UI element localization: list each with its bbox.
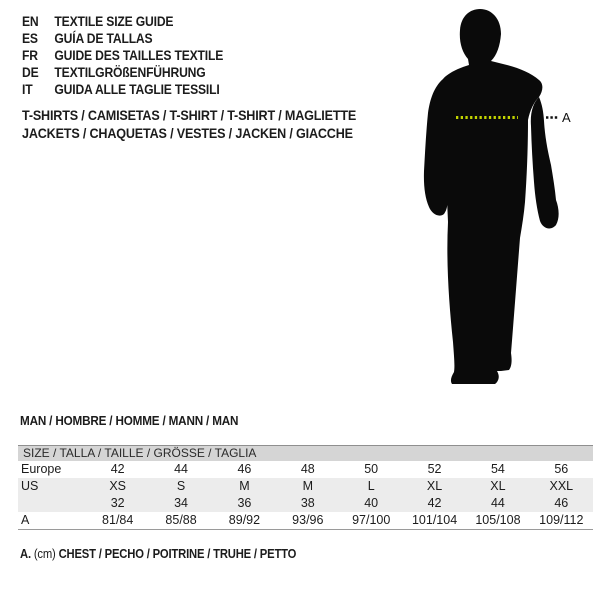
size-cell: 40 <box>364 496 379 510</box>
measure-label-a: A <box>562 110 571 125</box>
size-cell: 89/92 <box>228 513 261 527</box>
size-cell: 42 <box>110 462 125 476</box>
size-cell: 56 <box>554 462 569 476</box>
size-cell: 105/108 <box>475 513 521 527</box>
language-row-fr <box>22 47 400 64</box>
row-label <box>18 495 86 512</box>
size-cell: 46 <box>237 462 252 476</box>
language-label: GUIDA ALLE TAGLIE TESSILI <box>54 82 220 97</box>
man-body-silhouette <box>424 9 542 384</box>
size-cell: XL <box>490 479 506 493</box>
size-cell: 42 <box>427 496 442 510</box>
size-cell: M <box>302 479 314 493</box>
category-jackets: JACKETS / CHAQUETAS / VESTES / JACKEN / GIACCHE <box>22 124 353 141</box>
category-tshirts: T-SHIRTS / CAMISETAS / T-SHIRT / T-SHIRT / MAGLIETTE <box>22 107 357 123</box>
size-cell: XS <box>109 479 127 493</box>
size-guide-header <box>22 13 400 142</box>
size-cell: 97/100 <box>352 513 391 527</box>
size-cell: XXL <box>549 479 574 493</box>
size-cell: 81/84 <box>102 513 134 527</box>
language-label: GUÍA DE TALLAS <box>54 31 153 46</box>
size-cell: 85/88 <box>165 513 197 527</box>
size-cell: L <box>367 479 375 493</box>
language-row-it <box>22 81 400 98</box>
row-label: A <box>21 513 30 527</box>
size-table <box>18 445 593 530</box>
size-cell: S <box>176 479 186 493</box>
size-cell: 38 <box>300 496 315 510</box>
row-label: Europe <box>21 462 62 476</box>
language-row-en <box>22 13 400 30</box>
size-cell: 93/96 <box>292 513 324 527</box>
table-row-us-numeric <box>18 495 593 512</box>
language-label: GUIDE DES TAILLES TEXTILE <box>54 48 224 63</box>
size-cell: 44 <box>174 462 189 476</box>
table-row-chest-cm <box>18 512 593 529</box>
footnote-unit: (cm) <box>33 547 56 561</box>
language-code: ES <box>22 31 38 46</box>
footnote-text: CHEST / PECHO / POITRINE / TRUHE / PETTO <box>58 547 297 561</box>
language-code: IT <box>22 82 33 97</box>
size-cell: 52 <box>427 462 442 476</box>
language-row-de <box>22 64 400 81</box>
size-cell: 36 <box>237 496 252 510</box>
size-cell: 48 <box>300 462 315 476</box>
man-silhouette-figure <box>400 0 600 400</box>
language-label: TEXTILE SIZE GUIDE <box>54 14 174 29</box>
section-title-man: MAN / HOMBRE / HOMME / MANN / MAN <box>20 413 239 428</box>
size-cell: 44 <box>490 496 505 510</box>
footnote-letter: A. <box>20 547 31 561</box>
size-cell: 34 <box>174 496 189 510</box>
size-cell: 54 <box>490 462 505 476</box>
language-code: EN <box>22 14 39 29</box>
man-right-arm-silhouette <box>531 97 559 228</box>
table-row-us <box>18 478 593 495</box>
size-table-header: SIZE / TALLA / TAILLE / GRÖSSE / TAGLIA <box>18 446 593 461</box>
size-cell: 109/112 <box>539 513 584 527</box>
size-cell: 32 <box>110 496 125 510</box>
size-cell: M <box>239 479 250 493</box>
size-cell: 101/104 <box>411 513 458 527</box>
size-cell: XL <box>426 479 443 493</box>
size-cell: 46 <box>554 496 569 510</box>
language-label: TEXTILGRÖßENFÜHRUNG <box>54 65 206 80</box>
garment-categories <box>22 107 400 142</box>
language-code: DE <box>22 65 39 80</box>
size-cell: 50 <box>364 462 379 476</box>
language-row-es <box>22 30 400 47</box>
row-label: US <box>21 479 39 493</box>
language-code: FR <box>22 48 38 63</box>
measurement-footnote <box>20 547 296 561</box>
table-row-europe <box>18 461 593 478</box>
